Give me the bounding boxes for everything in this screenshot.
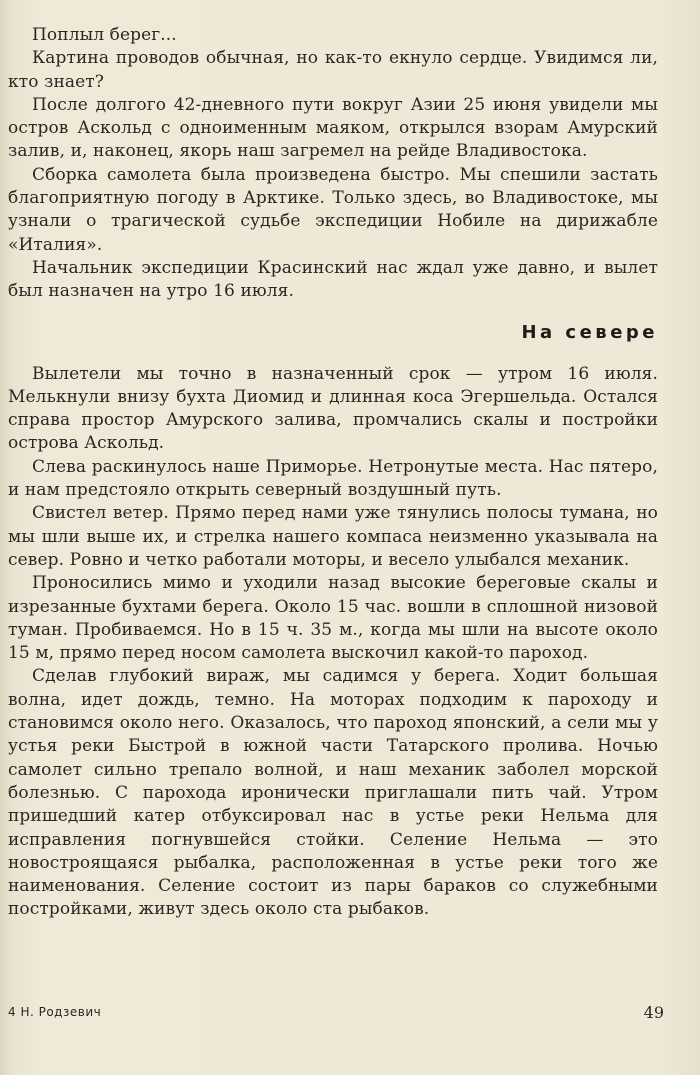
paragraph: Картина проводов обычная, но как-то екнуло сердце. Увидимся ли, кто знает? xyxy=(8,48,658,92)
paragraph: Свистел ветер. Прямо перед нами уже тянулись полосы тумана, но мы шли выше их, и стрелка нашего компаса неизменно указывала на север. Ровно и четко работали моторы, и весело улыбался механик. xyxy=(8,503,658,570)
page-number: 49 xyxy=(643,1003,664,1022)
paragraph: Начальник экспедиции Красинский нас ждал уже давно, и вылет был назначен на утро 16 июля. xyxy=(8,257,658,302)
paragraph: Вылетели мы точно в назначенный срок — утром 16 июля. Мелькнули внизу бухта Диомид и длинная коса Эгершельда. Остался справа простор Амурского залива, промчались скалы и постройки острова Аскольд. xyxy=(8,363,658,454)
text-column xyxy=(8,24,658,922)
section-heading: На севере xyxy=(521,321,658,343)
paragraph: Слева раскинулось наше Приморье. Нетронутые места. Нас пятеро, и нам предстояло открыть северный воздушный путь. xyxy=(8,456,658,501)
page-footer xyxy=(8,1005,664,1025)
paragraph: Поплыл берег... xyxy=(32,25,177,45)
printer-signature: 4 Н. Родзевич xyxy=(8,1005,102,1019)
paragraph: После долгого 42-дневного пути вокруг Азии 25 июня увидели мы остров Аскольд с одноименным маяком, открылся взорам Амурский залив, и, наконец, якорь наш загремел на рейде Владивостока. xyxy=(8,94,658,162)
paragraph: Сборка самолета была произведена быстро. Мы спешили застать благоприятную погоду в Арктике. Только здесь, во Владивостоке, мы узнали о трагической судьбе экспедиции Нобиле на дирижабле «Италия». xyxy=(8,164,658,255)
paragraph: Сделав глубокий вираж, мы садимся у берега. Ходит большая волна, идет дождь, темно. На моторах подходим к пароходу и становимся около него. Оказалось, что пароход японский, а сели мы у устья реки Быстрой в южной части Татарского пролива. Ночью самолет сильно трепало волной, и наш механик заболел морской болезнью. С парохода иронически приглашали пить чай. Утром пришедший катер отбуксировал нас в устье реки Нельма для исправления погнувшейся стойки. Селение Нельма — это новостроящаяся рыбалка, расположенная в устье реки того же наименования. Селение состоит из пары бараков со служебными постройками, живут здесь около ста рыбаков. xyxy=(8,666,658,920)
paragraph: Проносились мимо и уходили назад высокие береговые скалы и изрезанные бухтами берега. Около 15 час. вошли в сплошной низовой туман. Пробиваемся. Но в 15 ч. 35 м., когда мы шли на высоте около 15 м, прямо перед носом самолета выскочил какой-то пароход. xyxy=(8,573,658,664)
